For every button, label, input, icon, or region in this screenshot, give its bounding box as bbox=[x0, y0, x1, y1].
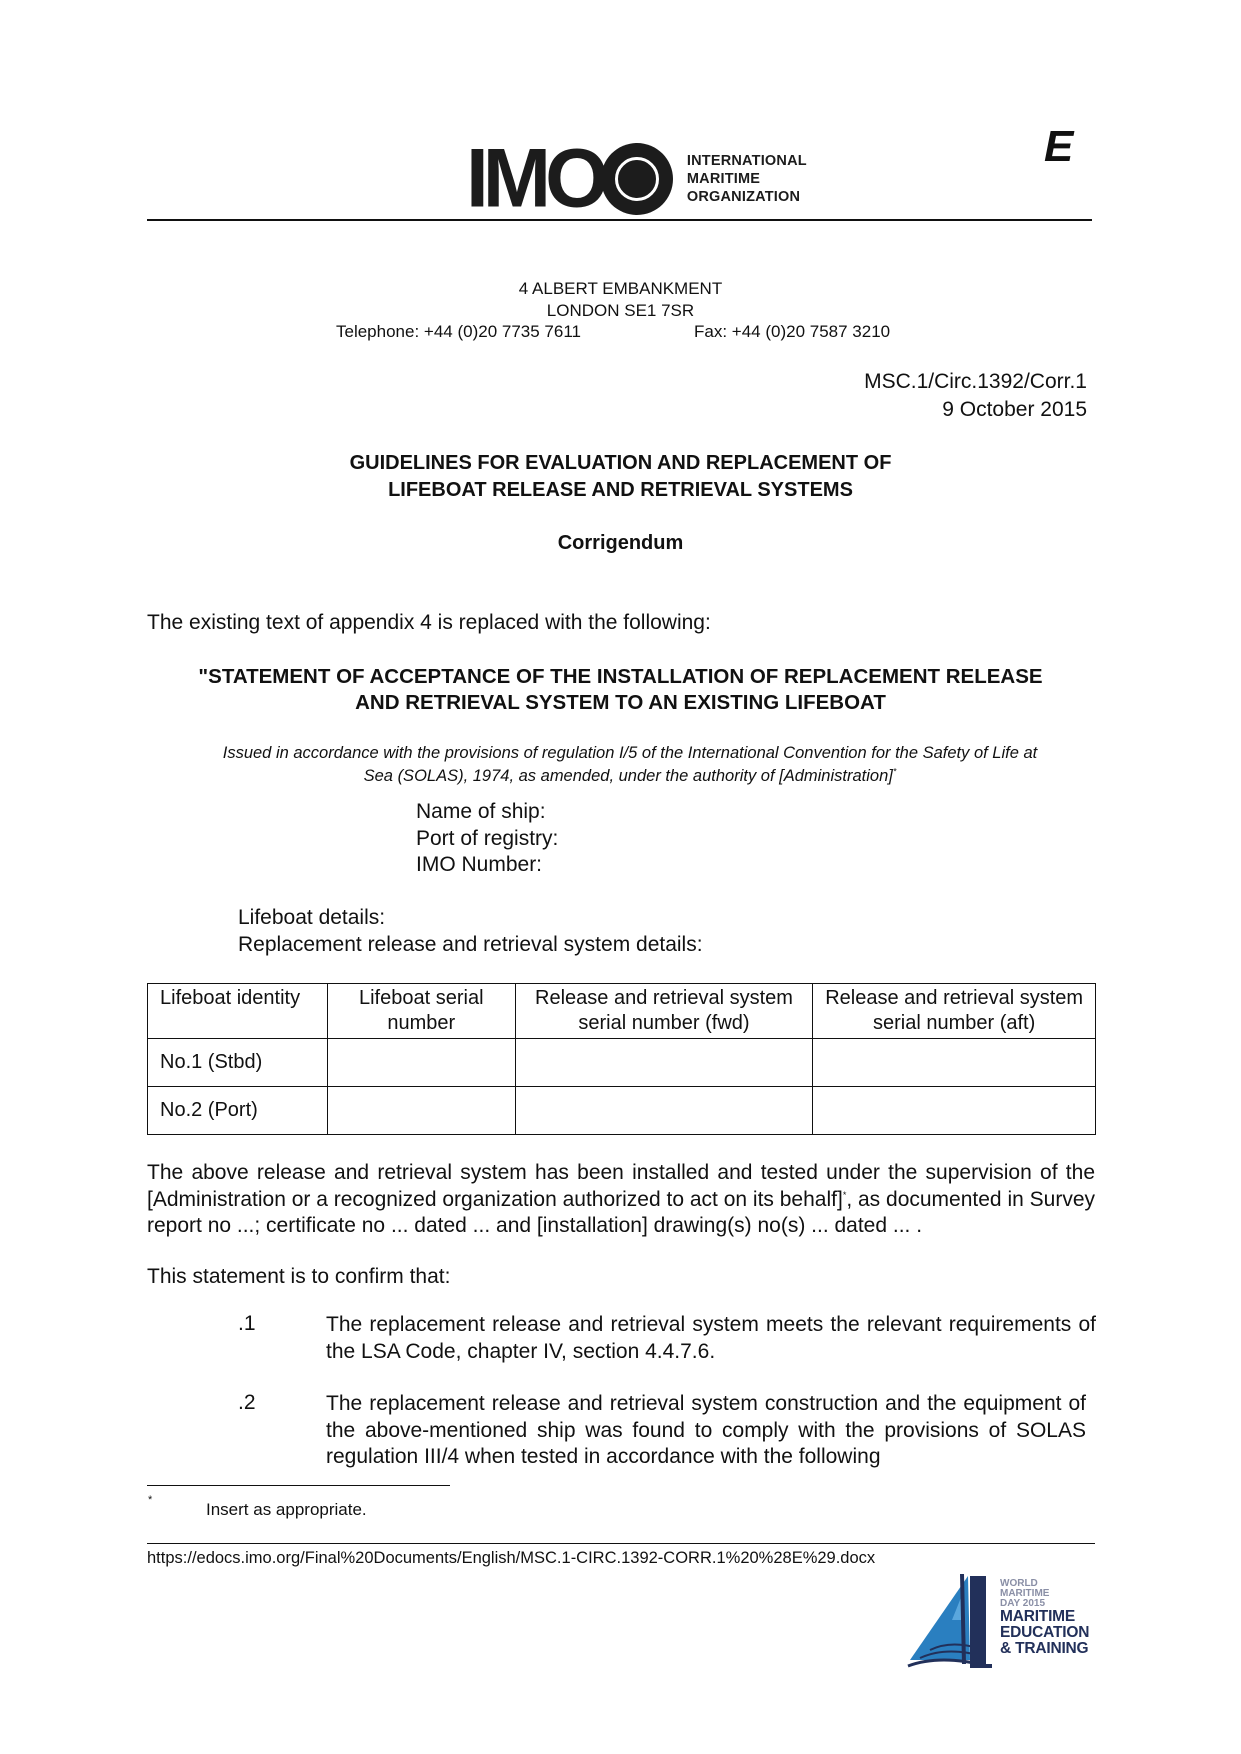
org-name bbox=[687, 152, 807, 206]
org-name-line: MARITIME bbox=[686, 171, 761, 187]
telephone: Telephone: +44 (0)20 7735 7611 bbox=[336, 322, 581, 341]
document-date: 9 October 2015 bbox=[942, 398, 1087, 421]
badge-big-line: MARITIME bbox=[1000, 1608, 1076, 1625]
item-text: The replacement release and retrieval system meets the relevant requirements of the LSA Code, chapter IV, section 4.4.7.6. bbox=[326, 1313, 1096, 1363]
emblem-icon bbox=[601, 143, 673, 215]
confirm-text: This statement is to confirm that: bbox=[147, 1265, 451, 1288]
issued-line-1: Issued in accordance with the provisions of regulation I/5 of the International Convention for the Safety of Life at bbox=[222, 744, 1038, 762]
address-line-2: LONDON SE1 7SR bbox=[546, 301, 695, 320]
title-line-2: LIFEBOAT RELEASE AND RETRIEVAL SYSTEMS bbox=[388, 479, 853, 501]
lifeboat-details-label: Lifeboat details: bbox=[238, 906, 386, 929]
paragraph-text: , as documented in Survey report no ...; certificate no ... dated ... and [installation] drawing(s) no(s) ... dated ... . bbox=[147, 1187, 1095, 1237]
table-cell[interactable] bbox=[813, 1039, 1096, 1087]
badge-small-line: DAY 2015 bbox=[1000, 1598, 1046, 1609]
footnote-text: Insert as appropriate. bbox=[206, 1500, 367, 1519]
table-cell: No.1 (Stbd) bbox=[148, 1039, 328, 1087]
reference-number: MSC.1/Circ.1392/Corr.1 bbox=[864, 370, 1087, 393]
table-cell: No.2 (Port) bbox=[148, 1087, 328, 1135]
org-name-line: ORGANIZATION bbox=[686, 189, 801, 205]
fax: Fax: +44 (0)20 7587 3210 bbox=[694, 322, 891, 341]
table-row bbox=[148, 1087, 1096, 1135]
table-cell[interactable] bbox=[327, 1087, 515, 1135]
title-line-1: GUIDELINES FOR EVALUATION AND REPLACEMENT OF bbox=[349, 452, 892, 474]
subtitle: Corrigendum bbox=[557, 532, 684, 554]
item-text: The replacement release and retrieval system construction and the equipment of the above-mentioned ship was found to comply with the provisions of SOLAS regulation III/4 when tested in accordance with the following bbox=[326, 1392, 1086, 1468]
table-cell[interactable] bbox=[327, 1039, 515, 1087]
badge-big-line: EDUCATION bbox=[1000, 1624, 1090, 1641]
address-line-1: 4 ALBERT EMBANKMENT bbox=[518, 279, 723, 298]
column-header: Lifeboat serial number bbox=[327, 984, 515, 1039]
body-paragraph bbox=[147, 1160, 1095, 1240]
badge-small-line: MARITIME bbox=[1000, 1588, 1050, 1599]
table-row bbox=[148, 1039, 1096, 1087]
imo-number-label: IMO Number: bbox=[416, 853, 543, 876]
footnote-rule bbox=[147, 1485, 450, 1486]
org-name-line: INTERNATIONAL bbox=[686, 153, 807, 169]
lifeboat-table bbox=[147, 983, 1096, 1135]
table-cell[interactable] bbox=[515, 1087, 813, 1135]
column-header: Lifeboat identity bbox=[148, 984, 328, 1039]
ship-name-label: Name of ship: bbox=[416, 800, 546, 823]
issued-line-2: Sea (SOLAS), 1974, as amended, under the authority of [Administration] bbox=[363, 767, 893, 785]
statement-heading-1: "STATEMENT OF ACCEPTANCE OF THE INSTALLATION OF REPLACEMENT RELEASE bbox=[198, 665, 1043, 688]
issued-note bbox=[160, 742, 1100, 788]
footer-rule bbox=[147, 1543, 1095, 1544]
paragraph-text: The above release and retrieval system has been installed and tested under the supervision of the [Administration or a recognized organization authorized to act on its behalf] bbox=[147, 1161, 1095, 1211]
ship-fields bbox=[416, 799, 558, 879]
port-label: Port of registry: bbox=[416, 826, 559, 850]
imo-logo bbox=[466, 132, 807, 225]
table-cell[interactable] bbox=[515, 1039, 813, 1087]
table-cell[interactable] bbox=[813, 1087, 1096, 1135]
document-reference bbox=[864, 368, 1087, 424]
intro-text: The existing text of appendix 4 is replaced with the following: bbox=[147, 611, 711, 634]
footnote-ref: * bbox=[892, 766, 897, 777]
header-rule bbox=[147, 219, 1092, 221]
column-header: Release and retrieval system serial number (fwd) bbox=[515, 984, 813, 1039]
logo-letters: IMO bbox=[466, 132, 603, 225]
details-labels bbox=[238, 905, 703, 958]
badge-small-line: WORLD bbox=[1000, 1578, 1038, 1589]
replacement-details-label: Replacement release and retrieval system details: bbox=[238, 932, 703, 956]
footer-url[interactable]: https://edocs.imo.org/Final%20Documents/English/MSC.1-CIRC.1392-CORR.1%20%28E%29.docx bbox=[147, 1549, 876, 1567]
table-header-row bbox=[148, 984, 1096, 1039]
footnote-ref: * bbox=[842, 1189, 847, 1200]
badge-big-line: & TRAINING bbox=[1000, 1640, 1089, 1657]
item-number: .1 bbox=[238, 1312, 256, 1335]
statement-heading-2: AND RETRIEVAL SYSTEM TO AN EXISTING LIFEBOAT bbox=[355, 691, 886, 714]
maritime-day-badge bbox=[1000, 1579, 1089, 1657]
footnote-marker: * bbox=[148, 1494, 153, 1506]
column-header: Release and retrieval system serial number (aft) bbox=[813, 984, 1096, 1039]
language-mark: E bbox=[1044, 122, 1074, 171]
item-number: .2 bbox=[238, 1391, 256, 1414]
